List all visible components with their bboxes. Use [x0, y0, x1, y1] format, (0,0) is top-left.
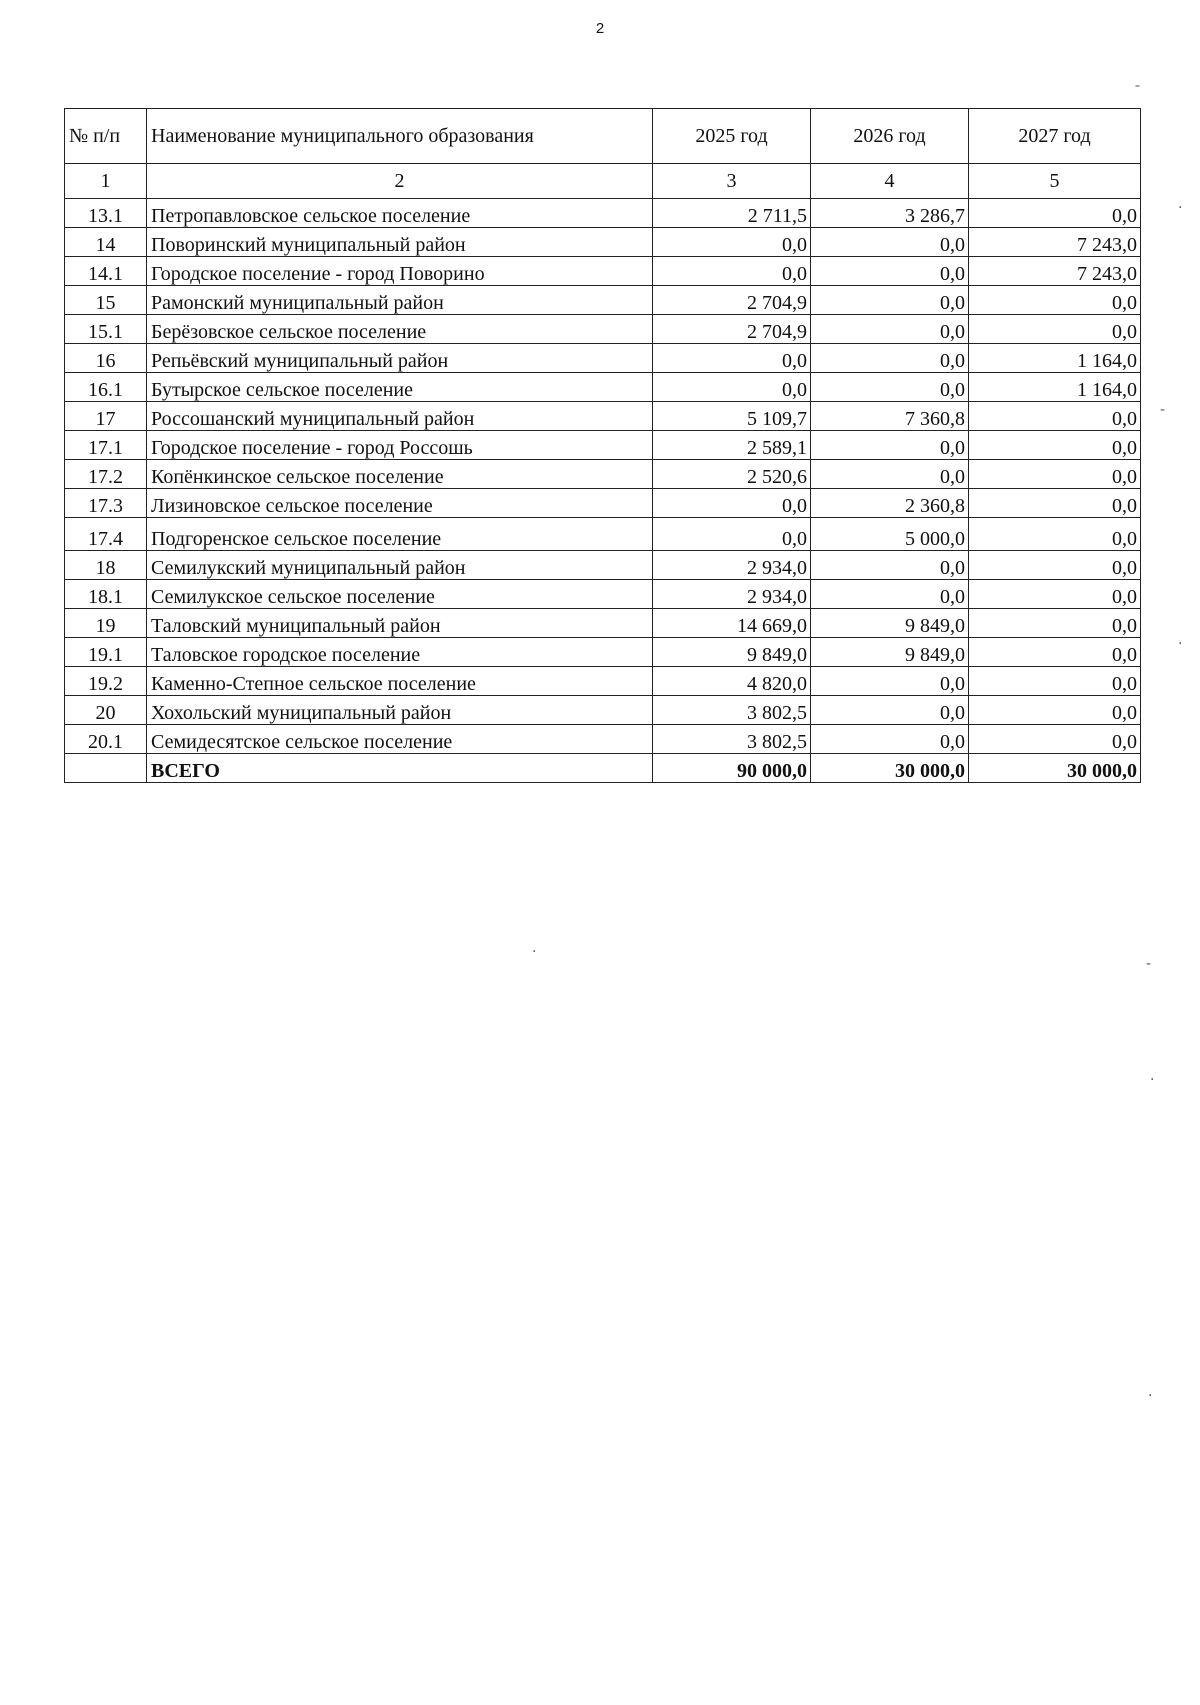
- total-2027: 30 000,0: [969, 754, 1141, 783]
- row-name: Таловское городское поселение: [147, 638, 653, 667]
- row-2026: 7 360,8: [811, 402, 969, 431]
- row-2027: 0,0: [969, 696, 1141, 725]
- row-2026: 0,0: [811, 667, 969, 696]
- row-2026: 5 000,0: [811, 518, 969, 551]
- row-2025: 2 520,6: [653, 460, 811, 489]
- row-num: 15: [65, 286, 147, 315]
- header-name: Наименование муниципального образования: [147, 109, 653, 164]
- row-2025: 4 820,0: [653, 667, 811, 696]
- row-name: Копёнкинское сельское поселение: [147, 460, 653, 489]
- row-2025: 2 711,5: [653, 199, 811, 228]
- scan-speck: ˉ: [1134, 84, 1141, 100]
- row-2025: 0,0: [653, 228, 811, 257]
- row-2026: 2 360,8: [811, 489, 969, 518]
- row-2026: 0,0: [811, 580, 969, 609]
- row-2025: 2 589,1: [653, 431, 811, 460]
- row-2026: 0,0: [811, 696, 969, 725]
- row-num: 17.1: [65, 431, 147, 460]
- row-2025: 0,0: [653, 489, 811, 518]
- row-2027: 0,0: [969, 431, 1141, 460]
- funding-table: [64, 108, 1141, 783]
- column-number: 5: [969, 164, 1141, 199]
- table-row: [65, 431, 1141, 460]
- row-2025: 14 669,0: [653, 609, 811, 638]
- table-row: [65, 257, 1141, 286]
- row-num: 18: [65, 551, 147, 580]
- row-name: Россошанский муниципальный район: [147, 402, 653, 431]
- row-2026: 9 849,0: [811, 638, 969, 667]
- row-2027: 0,0: [969, 638, 1141, 667]
- table-row: [65, 228, 1141, 257]
- row-2027: 0,0: [969, 609, 1141, 638]
- header-num: № п/п: [65, 109, 147, 164]
- row-2025: 2 704,9: [653, 286, 811, 315]
- row-num: 17.2: [65, 460, 147, 489]
- row-2026: 0,0: [811, 257, 969, 286]
- row-name: Петропавловское сельское поселение: [147, 199, 653, 228]
- table-row: [65, 489, 1141, 518]
- table-row: [65, 199, 1141, 228]
- row-2027: 0,0: [969, 315, 1141, 344]
- row-num: 14: [65, 228, 147, 257]
- total-2025: 90 000,0: [653, 754, 811, 783]
- row-2026: 0,0: [811, 431, 969, 460]
- row-name: Берёзовское сельское поселение: [147, 315, 653, 344]
- row-num: 17.4: [65, 518, 147, 551]
- row-2025: 2 704,9: [653, 315, 811, 344]
- row-name: Рамонский муниципальный район: [147, 286, 653, 315]
- scan-speck: ·: [1178, 636, 1183, 652]
- row-2027: 0,0: [969, 580, 1141, 609]
- scan-speck: ·: [1148, 1388, 1153, 1404]
- table-row: [65, 551, 1141, 580]
- row-num: 16: [65, 344, 147, 373]
- row-name: Семидесятское сельское поселение: [147, 725, 653, 754]
- row-2025: 0,0: [653, 373, 811, 402]
- column-number: 4: [811, 164, 969, 199]
- row-2025: 5 109,7: [653, 402, 811, 431]
- column-number: 2: [147, 164, 653, 199]
- table-row: [65, 667, 1141, 696]
- row-name: Городское поселение - город Поворино: [147, 257, 653, 286]
- table-row: [65, 725, 1141, 754]
- row-2027: 0,0: [969, 460, 1141, 489]
- row-name: Лизиновское сельское поселение: [147, 489, 653, 518]
- row-2025: 3 802,5: [653, 696, 811, 725]
- column-number-row: [65, 164, 1141, 199]
- row-name: Таловский муниципальный район: [147, 609, 653, 638]
- row-2026: 0,0: [811, 460, 969, 489]
- table-row: [65, 638, 1141, 667]
- table-row: [65, 315, 1141, 344]
- row-name: Семилукский муниципальный район: [147, 551, 653, 580]
- row-num: 18.1: [65, 580, 147, 609]
- page-number: 2: [595, 20, 605, 37]
- row-2026: 0,0: [811, 344, 969, 373]
- column-number: 1: [65, 164, 147, 199]
- header-2025: 2025 год: [653, 109, 811, 164]
- scan-speck: -: [1146, 956, 1152, 972]
- row-2026: 0,0: [811, 551, 969, 580]
- row-num: 19: [65, 609, 147, 638]
- row-2025: 0,0: [653, 518, 811, 551]
- row-num: 16.1: [65, 373, 147, 402]
- row-2027: 0,0: [969, 286, 1141, 315]
- row-2025: 0,0: [653, 344, 811, 373]
- row-num: 17.3: [65, 489, 147, 518]
- row-2026: 0,0: [811, 315, 969, 344]
- row-num: 13.1: [65, 199, 147, 228]
- scan-speck: -: [1160, 402, 1166, 418]
- row-2027: 1 164,0: [969, 373, 1141, 402]
- table-row: [65, 518, 1141, 551]
- row-num: 20.1: [65, 725, 147, 754]
- table-row: [65, 402, 1141, 431]
- total-2026: 30 000,0: [811, 754, 969, 783]
- row-2026: 0,0: [811, 725, 969, 754]
- row-name: Семилукское сельское поселение: [147, 580, 653, 609]
- row-2025: 0,0: [653, 257, 811, 286]
- row-name: Репьёвский муниципальный район: [147, 344, 653, 373]
- scan-speck: ·: [1178, 200, 1183, 216]
- row-name: Поворинский муниципальный район: [147, 228, 653, 257]
- row-2026: 0,0: [811, 373, 969, 402]
- row-num: 17: [65, 402, 147, 431]
- table-row: [65, 580, 1141, 609]
- row-2025: 2 934,0: [653, 580, 811, 609]
- row-2027: 0,0: [969, 199, 1141, 228]
- row-num: 19.1: [65, 638, 147, 667]
- row-2027: 1 164,0: [969, 344, 1141, 373]
- scan-speck: ·: [532, 944, 537, 960]
- column-number: 3: [653, 164, 811, 199]
- row-name: Подгоренское сельское поселение: [147, 518, 653, 551]
- row-2027: 0,0: [969, 725, 1141, 754]
- row-2027: 0,0: [969, 667, 1141, 696]
- table-row: [65, 696, 1141, 725]
- row-2025: 3 802,5: [653, 725, 811, 754]
- header-2027: 2027 год: [969, 109, 1141, 164]
- row-2027: 7 243,0: [969, 228, 1141, 257]
- row-name: Каменно-Степное сельское поселение: [147, 667, 653, 696]
- row-2026: 9 849,0: [811, 609, 969, 638]
- table-row: [65, 609, 1141, 638]
- row-2027: 0,0: [969, 402, 1141, 431]
- table-row: [65, 286, 1141, 315]
- total-num: [65, 754, 147, 783]
- row-2025: 2 934,0: [653, 551, 811, 580]
- table-row: [65, 460, 1141, 489]
- row-num: 20: [65, 696, 147, 725]
- row-num: 15.1: [65, 315, 147, 344]
- total-label: ВСЕГО: [147, 754, 653, 783]
- table-row: [65, 373, 1141, 402]
- row-2026: 0,0: [811, 228, 969, 257]
- row-2027: 0,0: [969, 489, 1141, 518]
- row-name: Хохольский муниципальный район: [147, 696, 653, 725]
- row-num: 19.2: [65, 667, 147, 696]
- scan-speck: ·: [1150, 1072, 1155, 1088]
- row-2025: 9 849,0: [653, 638, 811, 667]
- header-2026: 2026 год: [811, 109, 969, 164]
- row-name: Бутырское сельское поселение: [147, 373, 653, 402]
- row-2027: 7 243,0: [969, 257, 1141, 286]
- row-2027: 0,0: [969, 518, 1141, 551]
- row-2027: 0,0: [969, 551, 1141, 580]
- row-2026: 0,0: [811, 286, 969, 315]
- row-2026: 3 286,7: [811, 199, 969, 228]
- table-header-row: [65, 109, 1141, 164]
- table-row: [65, 344, 1141, 373]
- row-name: Городское поселение - город Россошь: [147, 431, 653, 460]
- total-row: [65, 754, 1141, 783]
- row-num: 14.1: [65, 257, 147, 286]
